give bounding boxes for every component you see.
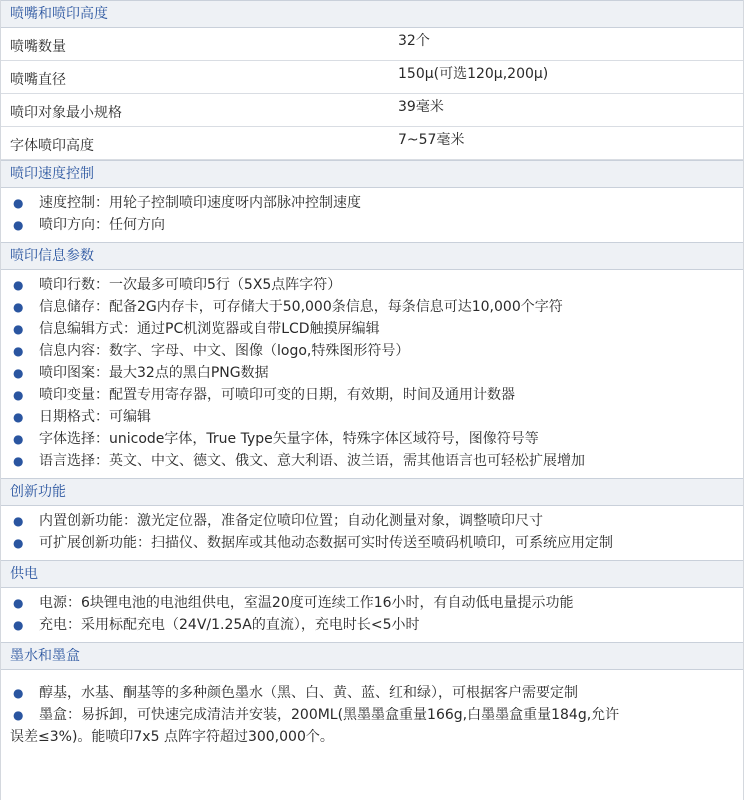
- bullet-icon: ●: [13, 322, 24, 336]
- list-item-continuation: 误差≤3%)。能喷印7x5 点阵字符超过300,000个。: [10, 729, 334, 745]
- list-item: ● 喷印行数：一次最多可喷印5行（5X5点阵字符）: [1, 274, 743, 296]
- list-item: ● 速度控制：用轮子控制喷印速度呀内部脉冲控制速度: [1, 192, 743, 214]
- bullet-icon: ●: [13, 278, 24, 292]
- list-item: ● 信息内容：数字、字母、中文、图像（logo,特殊图形符号）: [1, 340, 743, 362]
- bullet-icon: ●: [13, 536, 24, 550]
- bullet-icon: ●: [13, 432, 24, 446]
- list-item: ● 喷印变量：配置专用寄存器，可喷印可变的日期，有效期，时间及通用计数器: [1, 384, 743, 406]
- spec-value: 39毫米: [398, 99, 444, 115]
- list-item: ● 信息储存：配备2G内存卡，可存储大于50,000条信息，每条信息可达10,000个字符: [1, 296, 743, 318]
- bullet-icon: ●: [13, 344, 24, 358]
- list-item: ● 语言选择：英文、中文、德文、俄文、意大利语、波兰语，需其他语言也可轻松扩展增加: [1, 450, 743, 472]
- bullet-icon: ●: [13, 218, 24, 232]
- bullet-list: [1, 270, 743, 478]
- bullet-icon: ●: [13, 596, 24, 610]
- bullet-icon: ●: [13, 618, 24, 632]
- spec-value: 32个: [398, 33, 430, 49]
- bullet-list: [1, 678, 743, 754]
- list-item: ● 喷印图案：最大32点的黑白PNG数据: [1, 362, 743, 384]
- bullet-icon: ●: [13, 300, 24, 314]
- bullet-icon: ●: [13, 454, 24, 468]
- bullet-icon: ●: [13, 388, 24, 402]
- spec-label: 喷嘴直径: [10, 72, 66, 88]
- list-item: ● 内置创新功能：激光定位器，准备定位喷印位置；自动化测量对象，调整喷印尺寸: [1, 510, 743, 532]
- bullet-icon: ●: [13, 686, 24, 700]
- list-item: ● 可扩展创新功能：扫描仪、数据库或其他动态数据可实时传送至喷码机喷印，可系统应用定制: [1, 532, 743, 554]
- bullet-icon: ●: [13, 366, 24, 380]
- bullet-list: [1, 188, 743, 242]
- list-item: ● 醇基，水基、酮基等的多种颜色墨水（黑、白、黄、蓝、红和绿），可根据客户需要定制: [1, 682, 743, 704]
- section-header-innovation: 创新功能: [1, 478, 743, 506]
- spec-row: [1, 61, 743, 94]
- section-header-speed: 喷印速度控制: [1, 160, 743, 188]
- bullet-icon: ●: [13, 708, 24, 722]
- bullet-icon: ●: [13, 514, 24, 528]
- list-item: ● 信息编辑方式：通过PC机浏览器或自带LCD触摸屏编辑: [1, 318, 743, 340]
- spec-row: [1, 28, 743, 61]
- bullet-list: [1, 588, 743, 642]
- spec-value: 7~57毫米: [398, 132, 465, 148]
- bullet-icon: ●: [13, 410, 24, 424]
- list-item: ● 字体选择：unicode字体，True Type矢量字体，特殊字体区域符号，图像符号等: [1, 428, 743, 450]
- spec-value: 150μ(可选120μ,200μ): [398, 66, 549, 82]
- list-item: ● 充电：采用标配充电（24V/1.25A的直流），充电时长<5小时: [1, 614, 743, 636]
- list-item: ● 日期格式：可编辑: [1, 406, 743, 428]
- spec-row: [1, 94, 743, 127]
- section-header-power: 供电: [1, 560, 743, 588]
- list-item: ● 电源：6块锂电池的电池组供电，室温20度可连续工作16小时，有自动低电量提示功能: [1, 592, 743, 614]
- section-header-nozzle: 喷嘴和喷印高度: [1, 0, 743, 28]
- bullet-icon: ●: [13, 196, 24, 210]
- list-item: ● 喷印方向：任何方向: [1, 214, 743, 236]
- section-header-ink: 墨水和墨盒: [1, 642, 743, 670]
- spec-label: 喷嘴数量: [10, 39, 66, 55]
- bullet-list: [1, 506, 743, 560]
- list-item: ● 墨盒：易拆卸，可快速完成清洁并安装，200ML(黑墨墨盒重量166g,白墨墨盒重量184g,允许 误差≤3%)。能喷印7x5 点阵字符超过300,000个。: [1, 704, 743, 748]
- spec-label: 喷印对象最小规格: [10, 105, 122, 121]
- spec-row: [1, 127, 743, 160]
- section-header-info-params: 喷印信息参数: [1, 242, 743, 270]
- spec-label: 字体喷印高度: [10, 138, 94, 154]
